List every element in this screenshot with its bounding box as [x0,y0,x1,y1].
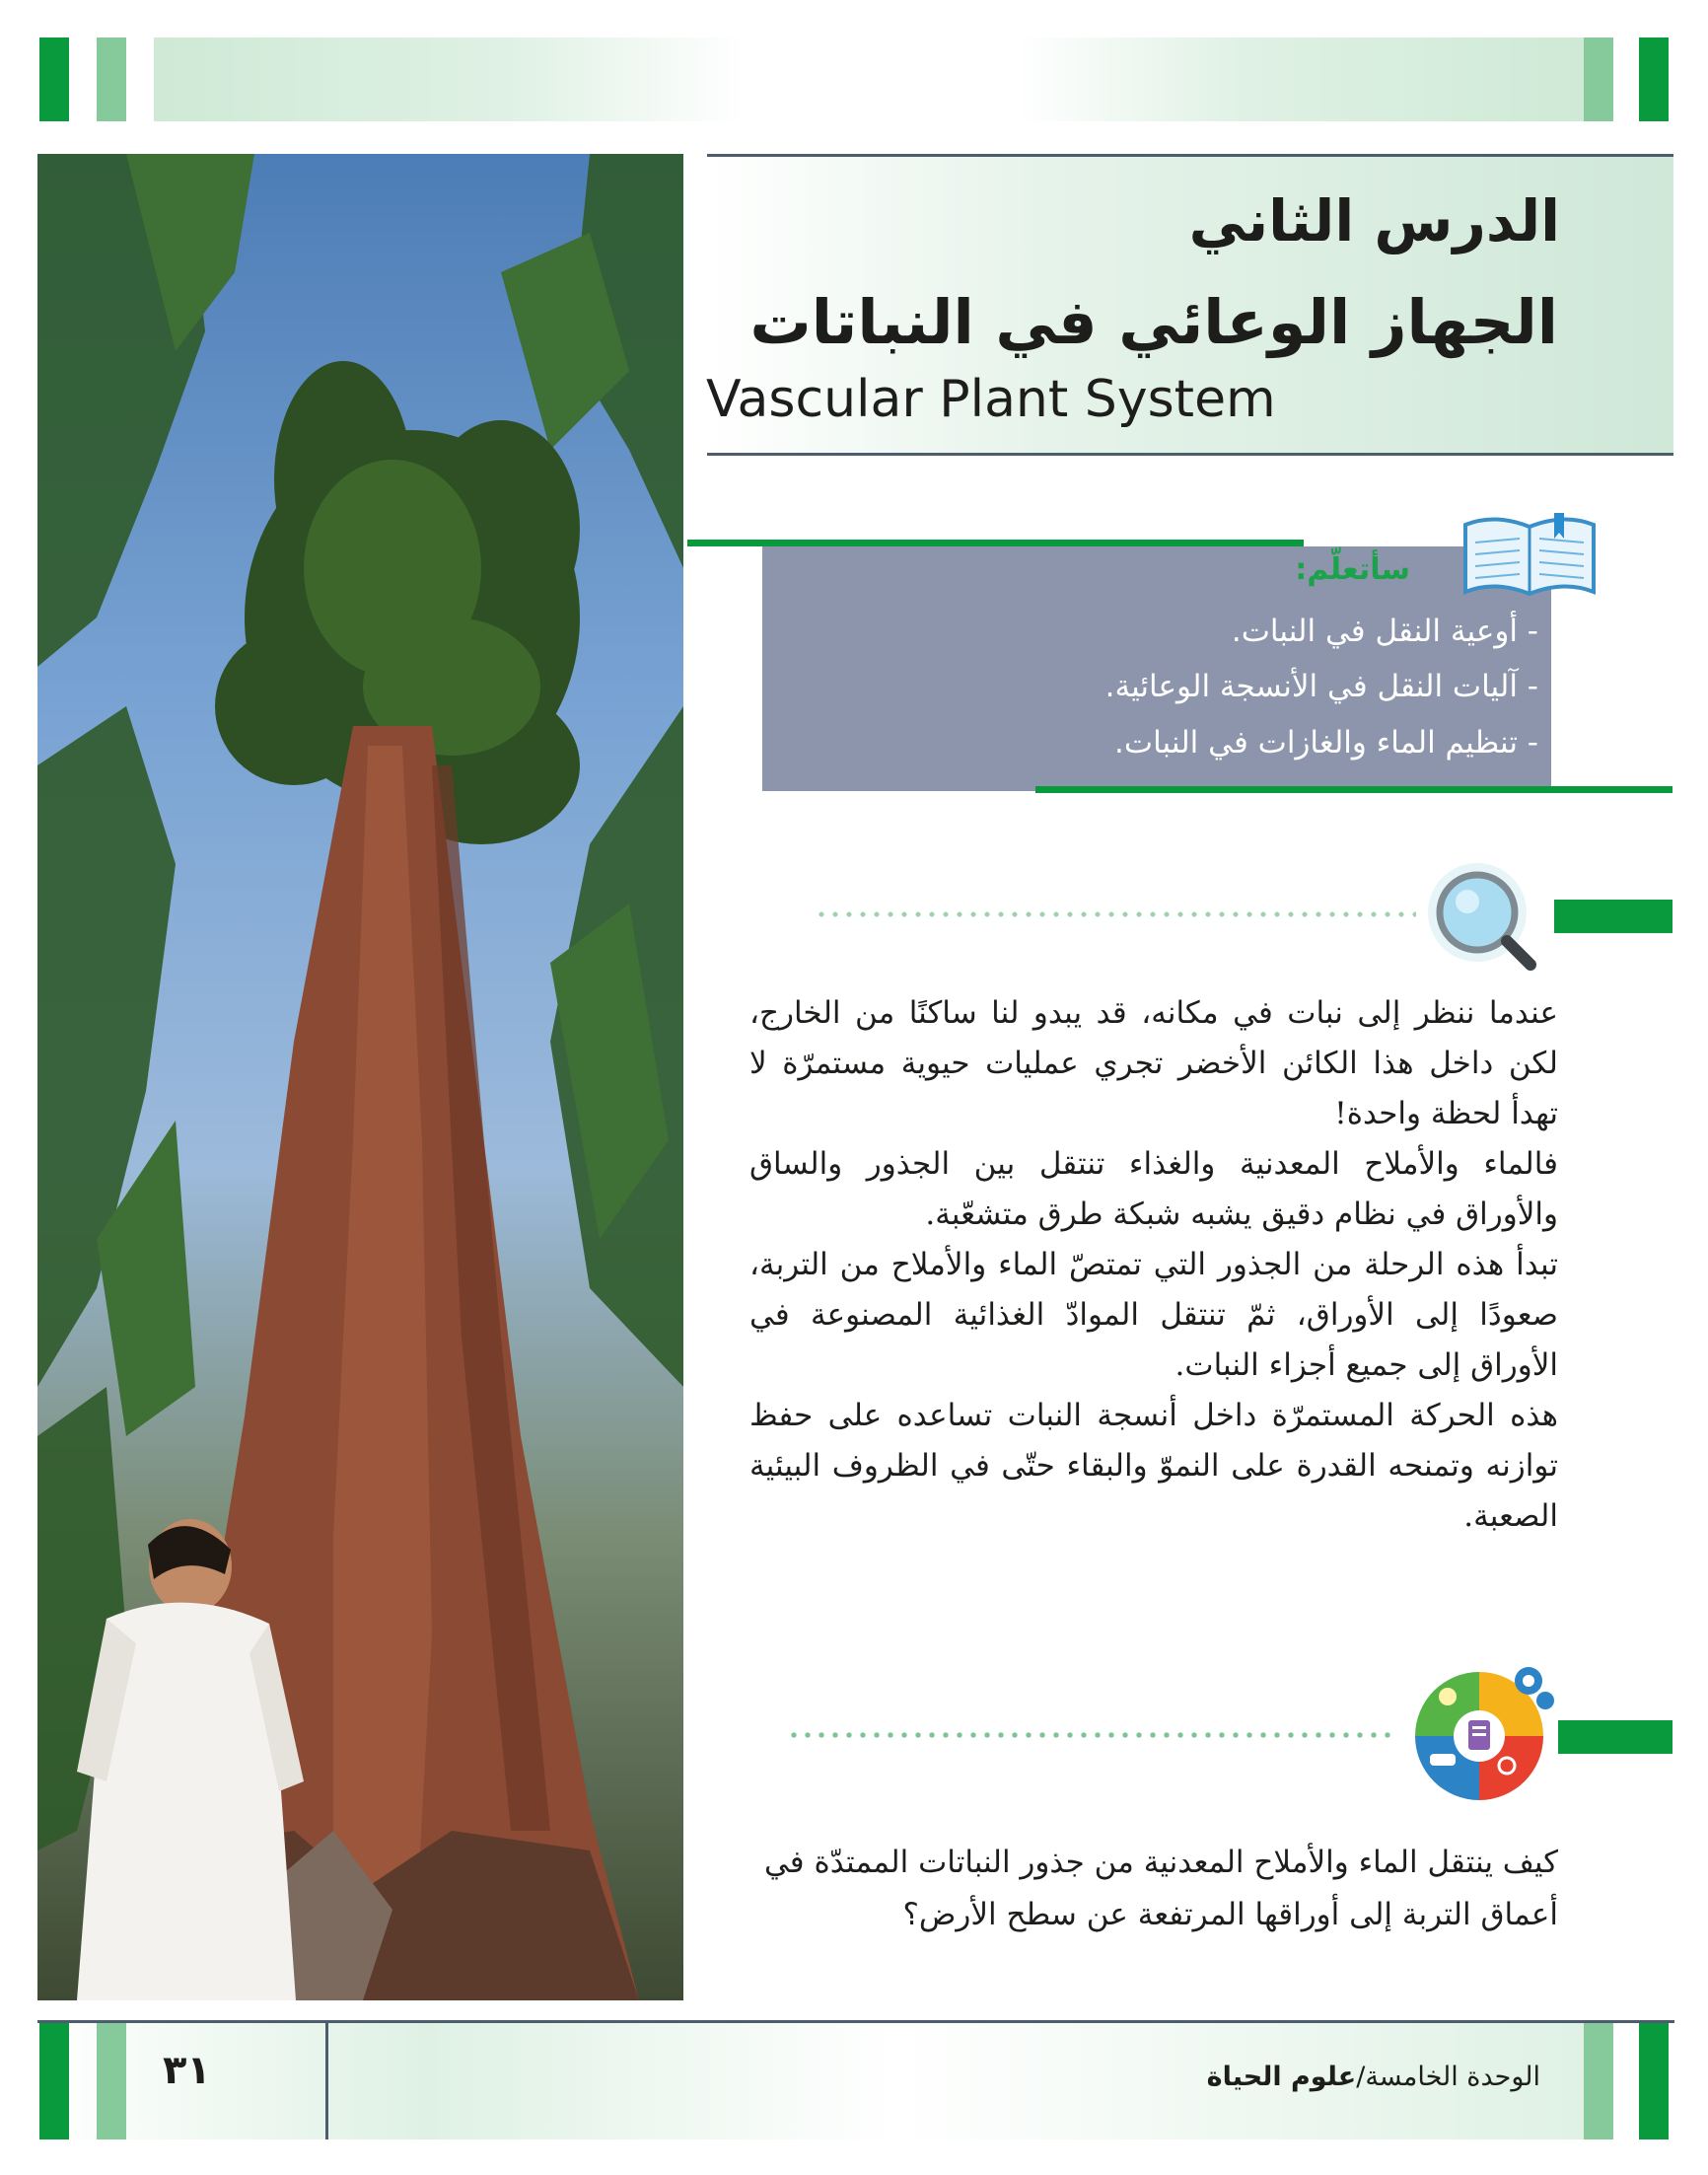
learn-bottom-line [1035,786,1672,793]
unit-name: الوحدة الخامسة/ [1356,2062,1540,2092]
page-number: ٣١ [163,2048,211,2093]
section-tab-bottom [1558,1720,1672,1754]
footer-unit-label [1207,2062,1540,2092]
top-left-dark-bar [39,37,69,121]
learn-item: - تنظيم الماء والغازات في النبات. [1114,725,1538,761]
footer-left-light-bar [97,2023,126,2139]
lesson-label: الدرس الثاني [1188,187,1560,254]
inquiry-wheel-icon [1400,1657,1558,1815]
magnifier-icon [1420,858,1548,977]
section-tab-top [1554,900,1672,933]
paragraph: هذه الحركة المستمرّة داخل أنسجة النبات تساعده على حفظ توازنه وتمنحه القدرة على النموّ والبقاء حتّى في الظروف البيئية الصعبة. [749,1398,1558,1534]
learn-top-line [687,540,1304,546]
paragraph: تبدأ هذه الرحلة من الجذور التي تمتصّ الماء والأملاح من التربة، صعودًا إلى الأوراق، ثمّ تنتقل الموادّ الغذائية المصنوعة في الأوراق إلى جميع أجزاء النبات. [749,1247,1558,1383]
learn-item: - أوعية النقل في النبات. [1231,614,1538,649]
top-band-right [1016,37,1588,121]
open-book-icon [1456,505,1603,604]
learn-item: - آليات النقل في الأنسجة الوعائية. [1104,669,1538,704]
lesson-title-arabic: الجهاز الوعائي في النباتات [749,286,1558,358]
inquiry-question: كيف ينتقل الماء والأملاح المعدنية من جذور النباتات الممتدّة في أعماق التربة إلى أوراقها المرتفعة عن سطح الأرض؟ [763,1845,1558,1932]
intro-text [749,988,1558,1542]
learn-heading: سأتعلّم: [1295,552,1410,587]
dotted-separator-top [815,911,1416,917]
footer-left-dark-bar [39,2023,69,2139]
sequoia-illustration [37,154,683,2000]
top-left-light-bar [97,37,126,121]
dotted-separator-bottom [787,1732,1398,1738]
paragraph: فالماء والأملاح المعدنية والغذاء تنتقل بين الجذور والساق والأوراق في نظام دقيق يشبه شبكة طرق متشعّبة. [749,1146,1558,1232]
footer-right-light-bar [1584,2023,1613,2139]
top-right-light-bar [1584,37,1613,121]
sequoia-photo [37,154,683,2000]
top-right-dark-bar [1639,37,1669,121]
footer-divider [325,2023,328,2139]
top-band-left [154,37,746,121]
subject-name: علوم الحياة [1206,2062,1357,2092]
footer-right-dark-bar [1639,2023,1669,2139]
paragraph: عندما ننظر إلى نبات في مكانه، قد يبدو لنا ساكنًا من الخارج، لكن داخل هذا الكائن الأخضر تجري عمليات حيوية مستمرّة لا تهدأ لحظة واحدة! [749,995,1558,1131]
lesson-title-english: Vascular Plant System [706,370,1276,429]
